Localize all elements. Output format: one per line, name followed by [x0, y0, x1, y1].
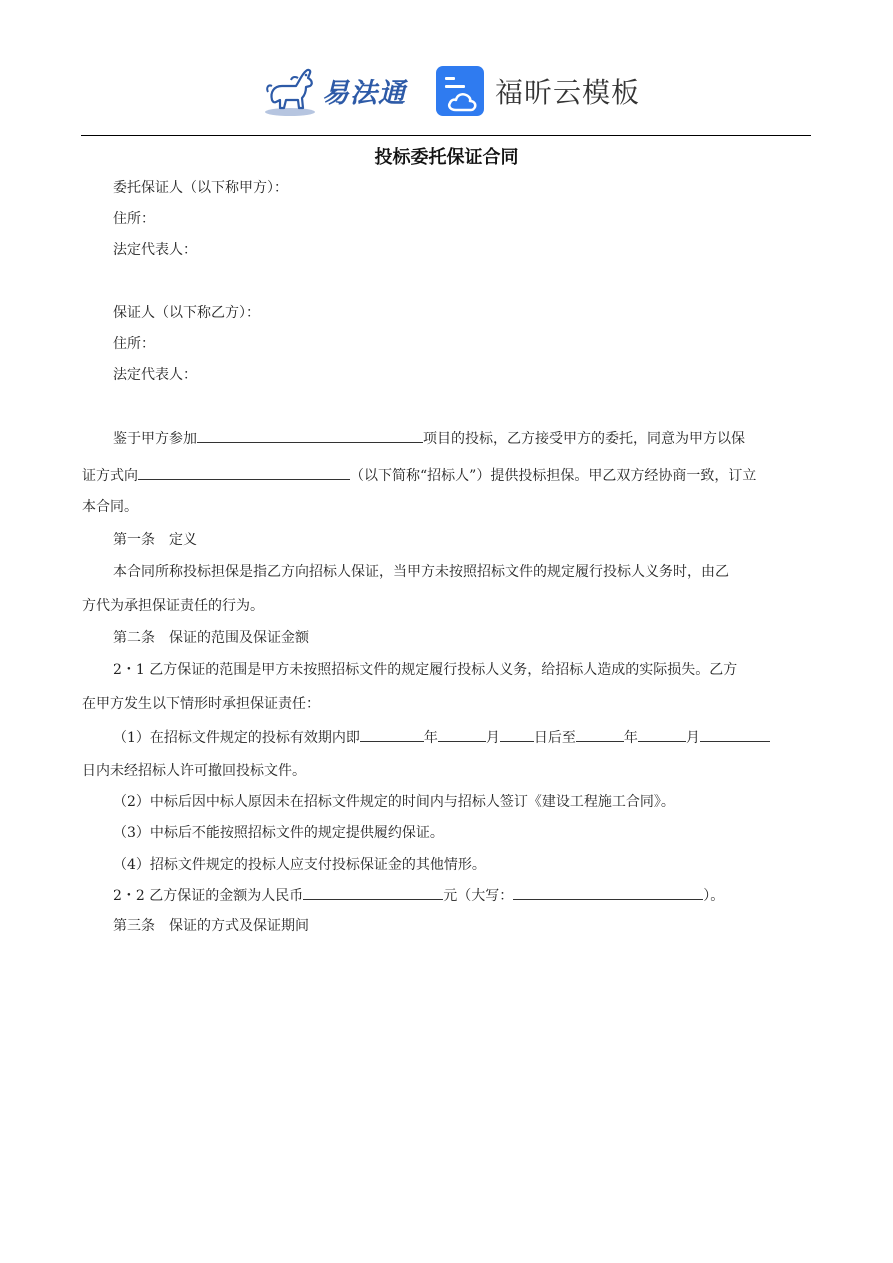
month-label: 月	[485, 730, 500, 746]
year-label: 年	[423, 730, 438, 746]
day-label: 日后至	[533, 730, 576, 746]
amount-blank[interactable]	[303, 886, 443, 900]
intro-line-1	[113, 429, 745, 448]
clause-2-1-text: 在甲方发生以下情形时承担保证责任：	[82, 696, 320, 712]
party-a-address: 住所：	[113, 211, 155, 227]
project-name-blank[interactable]	[197, 429, 423, 443]
item-1-text: 日内未经招标人许可撤回投标文件。	[82, 763, 306, 779]
intro-text: （以下简称“招标人”）提供投标担保。甲乙双方经协商一致，订立	[350, 468, 757, 484]
intro-text: 证方式向	[82, 468, 138, 484]
clause-2-1-text: 2・1 乙方保证的范围是甲方未按照招标文件的规定履行投标人义务，给招标人造成的实际损失。乙方	[113, 662, 738, 678]
article-1-text: 方代为承担保证责任的行为。	[82, 598, 264, 614]
intro-text: 项目的投标，乙方接受甲方的委托，同意为甲方以保	[423, 431, 745, 447]
foxit-cloud-template-logo	[436, 65, 640, 117]
yifatong-logo-text: 易法通	[322, 77, 406, 109]
party-b-representative: 法定代表人：	[113, 367, 197, 383]
date-blank[interactable]	[360, 728, 424, 742]
amount-in-words-blank[interactable]	[513, 886, 703, 900]
intro-line-2	[82, 466, 756, 485]
page-header	[0, 60, 893, 120]
item-2-text: （2）中标后因中标人原因未在招标文件规定的时间内与招标人签订《建设工程施工合同》。	[113, 794, 675, 810]
article-1-heading: 第一条 定义	[113, 532, 197, 548]
date-blank[interactable]	[700, 728, 770, 742]
foxit-logo-text: 福昕云模板	[495, 76, 641, 109]
tenderer-name-blank[interactable]	[138, 466, 350, 480]
cloud-document-icon	[436, 66, 484, 116]
item-1-line	[113, 728, 770, 747]
horse-emblem-icon	[262, 62, 318, 118]
item-3-text: （3）中标后不能按照招标文件的规定提供履约保证。	[113, 825, 444, 841]
party-a-representative: 法定代表人：	[113, 242, 197, 258]
date-blank[interactable]	[576, 728, 624, 742]
party-b-address: 住所：	[113, 336, 155, 352]
clause-2-2-line	[113, 886, 724, 905]
party-a-label: 委托保证人（以下称甲方）：	[113, 180, 288, 196]
date-blank[interactable]	[638, 728, 686, 742]
clause-2-2-text: 2・2 乙方保证的金额为人民币	[113, 888, 304, 904]
document-title: 投标委托保证合同	[374, 147, 519, 168]
clause-2-2-text: 元（大写：	[443, 888, 514, 904]
yifatong-logo	[262, 62, 406, 118]
header-divider	[81, 135, 811, 136]
article-1-text: 本合同所称投标担保是指乙方向招标人保证，当甲方未按照招标文件的规定履行投标人义务时，由乙	[113, 564, 729, 580]
item-1-text: （1）在招标文件规定的投标有效期内即	[113, 730, 360, 746]
article-3-heading: 第三条 保证的方式及保证期间	[113, 918, 309, 934]
month-label: 月	[685, 730, 700, 746]
date-blank[interactable]	[500, 728, 534, 742]
date-blank[interactable]	[438, 728, 486, 742]
item-4-text: （4）招标文件规定的投标人应支付投标保证金的其他情形。	[113, 857, 486, 873]
intro-text: 鉴于甲方参加	[113, 431, 197, 447]
party-b-label: 保证人（以下称乙方）：	[113, 305, 260, 321]
year-label: 年	[623, 730, 638, 746]
article-2-heading: 第二条 保证的范围及保证金额	[113, 630, 309, 646]
intro-line-3: 本合同。	[82, 499, 138, 515]
clause-2-2-text: ）。	[703, 888, 725, 904]
